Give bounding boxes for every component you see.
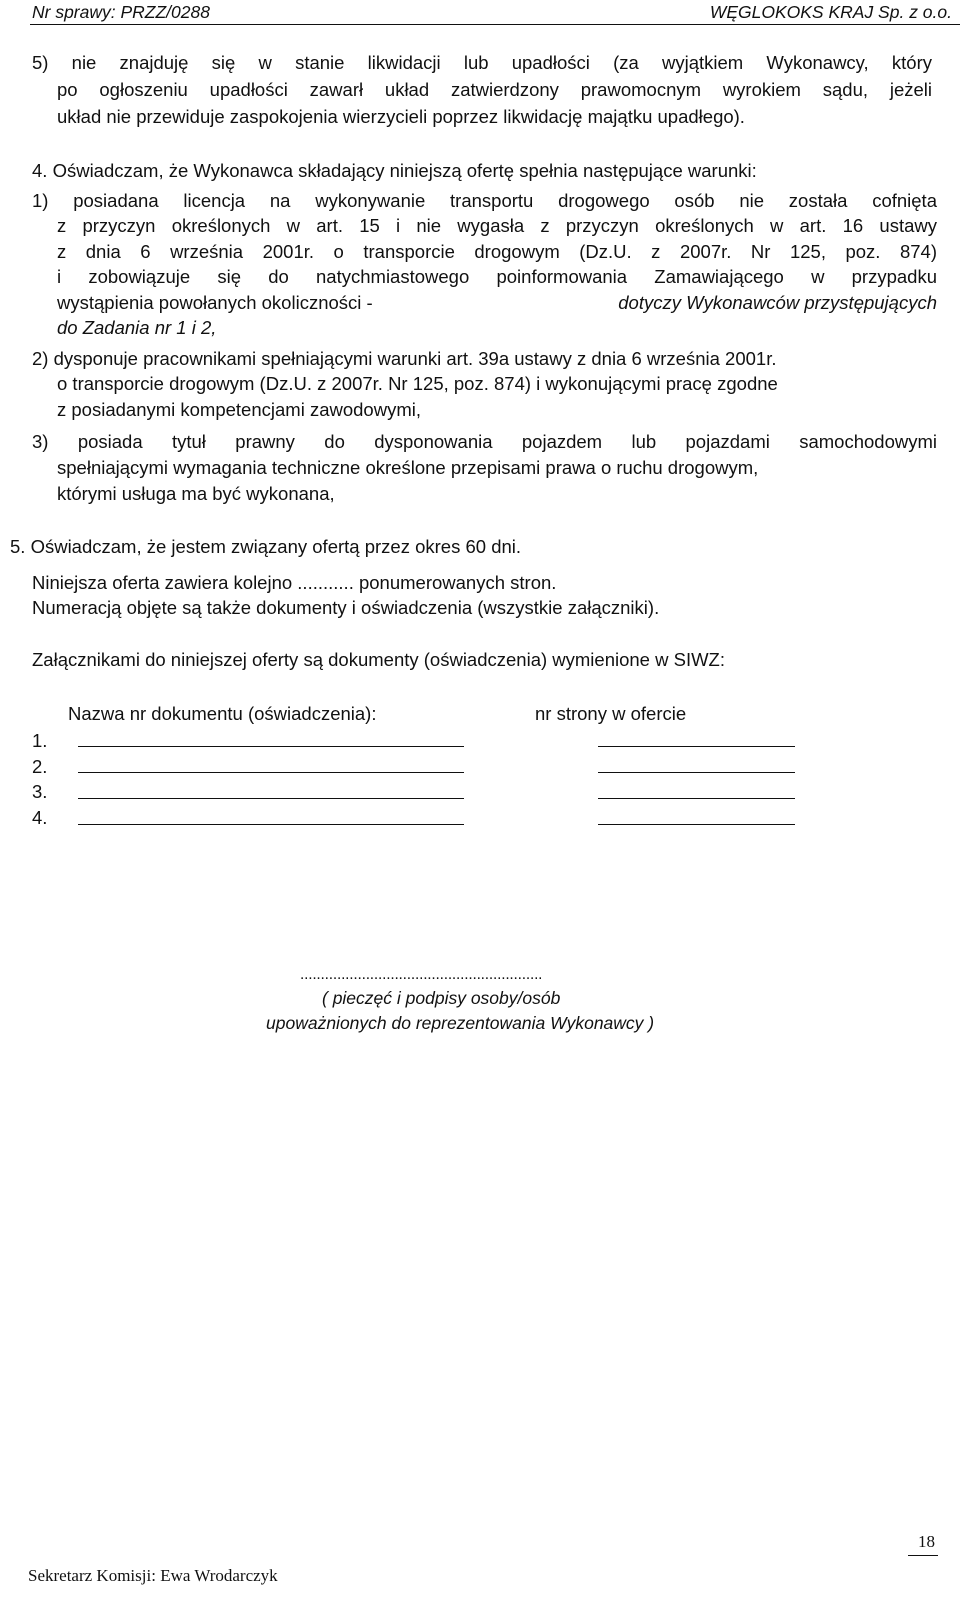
item5-line2: po ogłoszeniu upadłości zawarł układ zatwierdzony prawomocnym wyrokiem sądu, jeżeli xyxy=(57,79,932,100)
page-number: 18 xyxy=(918,1532,935,1551)
header-rule xyxy=(30,24,960,25)
condition1-line1: 1) posiadana licencja na wykonywanie transportu drogowego osób nie została cofnięta xyxy=(32,190,937,211)
condition1-line2: z przyczyn określonych w art. 15 i nie wygasła z przyczyn określonych w art. 16 ustawy xyxy=(57,215,937,236)
condition2-line1: 2) dysponuje pracownikami spełniającymi warunki art. 39a ustawy z dnia 6 września 2001r. xyxy=(32,348,777,369)
commission-secretary: Sekretarz Komisji: Ewa Wrodarczyk xyxy=(28,1566,278,1585)
attachment-row-number: 4. xyxy=(32,807,48,828)
case-number: Nr sprawy: PRZZ/0288 xyxy=(32,2,210,22)
column-page-number: nr strony w ofercie xyxy=(535,703,687,724)
item5-line3: układ nie przewiduje zaspokojenia wierzycieli poprzez likwidację majątku upadłego). xyxy=(57,106,745,127)
attachment-page-blank[interactable] xyxy=(598,824,795,825)
attachment-page-blank[interactable] xyxy=(598,772,795,773)
condition1-line4: i zobowiązuje się do natychmiastowego poinformowania Zamawiającego w przypadku xyxy=(57,266,937,287)
condition2-line2: o transporcie drogowym (Dz.U. z 2007r. Nr 125, poz. 874) i wykonującymi pracę zgodne xyxy=(57,373,778,394)
condition3-line1: 3) posiada tytuł prawny do dysponowania pojazdem lub pojazdami samochodowymi xyxy=(32,431,937,452)
attachment-name-blank[interactable] xyxy=(78,798,464,799)
pages-count-line: Niniejsza oferta zawiera kolejno ........... ponumerowanych stron. xyxy=(32,572,557,593)
attachment-name-blank[interactable] xyxy=(78,746,464,747)
condition3-line2: spełniającymi wymagania techniczne określone przepisami prawa o ruchu drogowym, xyxy=(57,457,759,478)
item5-line1: 5) nie znajduję się w stanie likwidacji lub upadłości (za wyjątkiem Wykonawcy, który xyxy=(32,52,932,73)
section4-heading: 4. Oświadczam, że Wykonawca składający niniejszą ofertę spełnia następujące warunki: xyxy=(32,160,757,181)
attachment-page-blank[interactable] xyxy=(598,746,795,747)
attachment-name-blank[interactable] xyxy=(78,824,464,825)
condition1-line3: z dnia 6 września 2001r. o transporcie drogowym (Dz.U. z 2007r. Nr 125, poz. 874) xyxy=(57,241,937,262)
attachments-intro: Załącznikami do niniejszej oferty są dokumenty (oświadczenia) wymienione w SIWZ: xyxy=(32,649,725,670)
column-document-name: Nazwa nr dokumentu (oświadczenia): xyxy=(68,703,377,724)
attachment-page-blank[interactable] xyxy=(598,798,795,799)
condition1-line5-plain: wystąpienia powołanych okoliczności - xyxy=(57,292,373,313)
attachment-row-number: 2. xyxy=(32,756,48,777)
signature-caption-line1: ( pieczęć i podpisy osoby/osób xyxy=(322,988,561,1008)
attachment-row-number: 1. xyxy=(32,730,48,751)
signature-dotted-line[interactable]: ........................................................... xyxy=(300,966,543,983)
page-header xyxy=(0,0,960,30)
attachment-name-blank[interactable] xyxy=(78,772,464,773)
condition1-line6: do Zadania nr 1 i 2, xyxy=(57,317,217,338)
condition2-line3: z posiadanymi kompetencjami zawodowymi, xyxy=(57,399,421,420)
section5-heading: 5. Oświadczam, że jestem związany ofertą przez okres 60 dni. xyxy=(10,536,522,557)
company-name: WĘGLOKOKS KRAJ Sp. z o.o. xyxy=(709,2,952,22)
condition1-line5-italic: dotyczy Wykonawców przystępujących xyxy=(618,292,937,313)
condition3-line3: którymi usługa ma być wykonana, xyxy=(57,483,335,504)
condition1-line5 xyxy=(57,291,937,316)
signature-caption-line2: upoważnionych do reprezentowania Wykonawcy ) xyxy=(266,1013,655,1033)
attachment-row-number: 3. xyxy=(32,781,48,802)
numbering-line: Numeracją objęte są także dokumenty i oświadczenia (wszystkie załączniki). xyxy=(32,597,660,618)
page-number-rule xyxy=(908,1555,938,1556)
